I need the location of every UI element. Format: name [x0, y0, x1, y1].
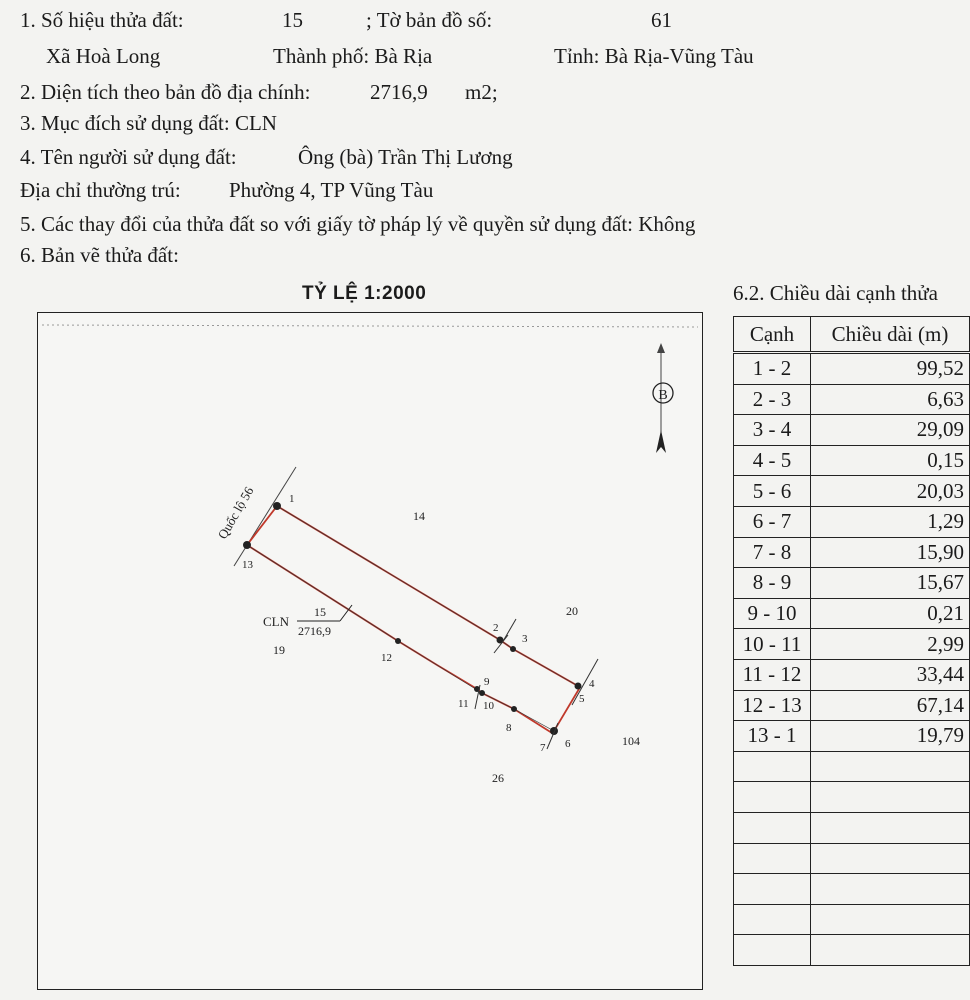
edge-cell: 8 - 9 — [734, 568, 811, 599]
neighbor-boundary — [42, 325, 698, 327]
table-row-empty — [734, 904, 970, 935]
length-cell: 15,90 — [811, 537, 970, 568]
vertex-label: 8 — [506, 722, 512, 734]
table-row — [734, 629, 970, 660]
length-cell: 0,21 — [811, 598, 970, 629]
parcel-area: 2716,9 — [298, 624, 331, 638]
vertex-label: 6 — [565, 738, 571, 750]
vertex-label: 3 — [522, 633, 528, 645]
table-row — [734, 476, 970, 507]
edge-cell: 11 - 12 — [734, 659, 811, 690]
parcel-map — [37, 312, 703, 990]
length-cell: 19,79 — [811, 721, 970, 752]
edge-section-title: 6.2. Chiều dài cạnh thửa — [733, 281, 938, 305]
parcel-map-drawing — [38, 313, 704, 991]
edge-cell: 5 - 6 — [734, 476, 811, 507]
province: Tỉnh: Bà Rịa-Vũng Tàu — [554, 44, 754, 68]
vertex-label: 12 — [381, 652, 392, 664]
length-cell: 2,99 — [811, 629, 970, 660]
neighbor-label: 26 — [492, 771, 504, 785]
area-value: 2716,9 — [370, 80, 428, 104]
table-row-empty — [734, 812, 970, 843]
vertex-label: 5 — [579, 693, 585, 705]
vertex-label: 1 — [289, 493, 295, 505]
parcel-type: CLN — [263, 614, 289, 629]
owner-label: 4. Tên người sử dụng đất: — [20, 145, 237, 169]
edge-length-table — [733, 316, 970, 966]
table-row — [734, 506, 970, 537]
length-cell: 29,09 — [811, 415, 970, 446]
commune: Xã Hoà Long — [46, 44, 161, 68]
edge-cell: 2 - 3 — [734, 384, 811, 415]
parcel-vertices — [243, 502, 582, 735]
vertex-label: 4 — [589, 678, 595, 690]
plot-number-value: 15 — [282, 8, 303, 32]
plot-number-label: 1. Số hiệu thửa đất: — [20, 8, 184, 32]
table-row-empty — [734, 782, 970, 813]
table-row — [734, 445, 970, 476]
length-cell: 67,14 — [811, 690, 970, 721]
neighbor-label: 104 — [622, 734, 640, 748]
vertex-label: 2 — [493, 622, 499, 634]
land-purpose: 3. Mục đích sử dụng đất: CLN — [20, 111, 277, 135]
edge-cell: 4 - 5 — [734, 445, 811, 476]
map-sheet-number: 61 — [651, 8, 672, 32]
north-arrow-icon — [653, 343, 673, 453]
length-cell: 33,44 — [811, 659, 970, 690]
table-row — [734, 721, 970, 752]
vertex-label: 13 — [242, 559, 253, 571]
drawing-heading: 6. Bản vẽ thửa đất: — [20, 243, 179, 267]
vertex-label: 11 — [458, 698, 469, 710]
edge-cell: 7 - 8 — [734, 537, 811, 568]
edge-cell: 13 - 1 — [734, 721, 811, 752]
edge-cell: 1 - 2 — [734, 353, 811, 385]
city: Thành phố: Bà Rịa — [273, 44, 433, 68]
table-row — [734, 537, 970, 568]
table-row-empty — [734, 751, 970, 782]
road-label: Quốc lộ 56 — [214, 483, 257, 542]
edge-cell: 3 - 4 — [734, 415, 811, 446]
scale-title: TỶ LỆ 1:2000 — [302, 283, 427, 304]
table-row — [734, 598, 970, 629]
table-row-empty — [734, 843, 970, 874]
parcel-boundary — [247, 506, 579, 733]
length-cell: 20,03 — [811, 476, 970, 507]
edge-cell: 9 - 10 — [734, 598, 811, 629]
address-label: Địa chỉ thường trú: — [20, 178, 181, 202]
map-sheet-label: ; Tờ bản đồ số: — [366, 8, 493, 32]
edge-cell: 12 - 13 — [734, 690, 811, 721]
owner-name: Ông (bà) Trần Thị Lương — [298, 145, 513, 169]
table-row — [734, 384, 970, 415]
neighbor-label: 20 — [566, 604, 578, 618]
address-value: Phường 4, TP Vũng Tàu — [229, 178, 434, 202]
area-label: 2. Diện tích theo bản đồ địa chính: — [20, 80, 311, 104]
vertex-label: 10 — [483, 700, 494, 712]
changes-statement: 5. Các thay đổi của thửa đất so với giấy tờ pháp lý về quyền sử dụng đất: Không — [20, 212, 696, 236]
col-header-edge: Cạnh — [734, 317, 811, 353]
table-row — [734, 690, 970, 721]
neighbor-label: 14 — [413, 509, 425, 523]
table-row-empty — [734, 935, 970, 966]
length-cell: 99,52 — [811, 353, 970, 385]
parcel-label — [263, 605, 352, 638]
length-cell: 1,29 — [811, 506, 970, 537]
north-letter: B — [658, 388, 668, 403]
col-header-length: Chiều dài (m) — [811, 317, 970, 353]
table-row — [734, 415, 970, 446]
table-row — [734, 659, 970, 690]
table-row — [734, 353, 970, 385]
area-unit: m2; — [465, 80, 498, 104]
length-cell: 15,67 — [811, 568, 970, 599]
edge-cell: 6 - 7 — [734, 506, 811, 537]
table-row — [734, 568, 970, 599]
neighbor-label: 19 — [273, 643, 285, 657]
length-cell: 6,63 — [811, 384, 970, 415]
length-cell: 0,15 — [811, 445, 970, 476]
vertex-label: 7 — [540, 742, 546, 754]
vertex-label: 9 — [484, 676, 490, 688]
parcel-number: 15 — [314, 605, 326, 619]
table-row-empty — [734, 874, 970, 905]
edge-cell: 10 - 11 — [734, 629, 811, 660]
